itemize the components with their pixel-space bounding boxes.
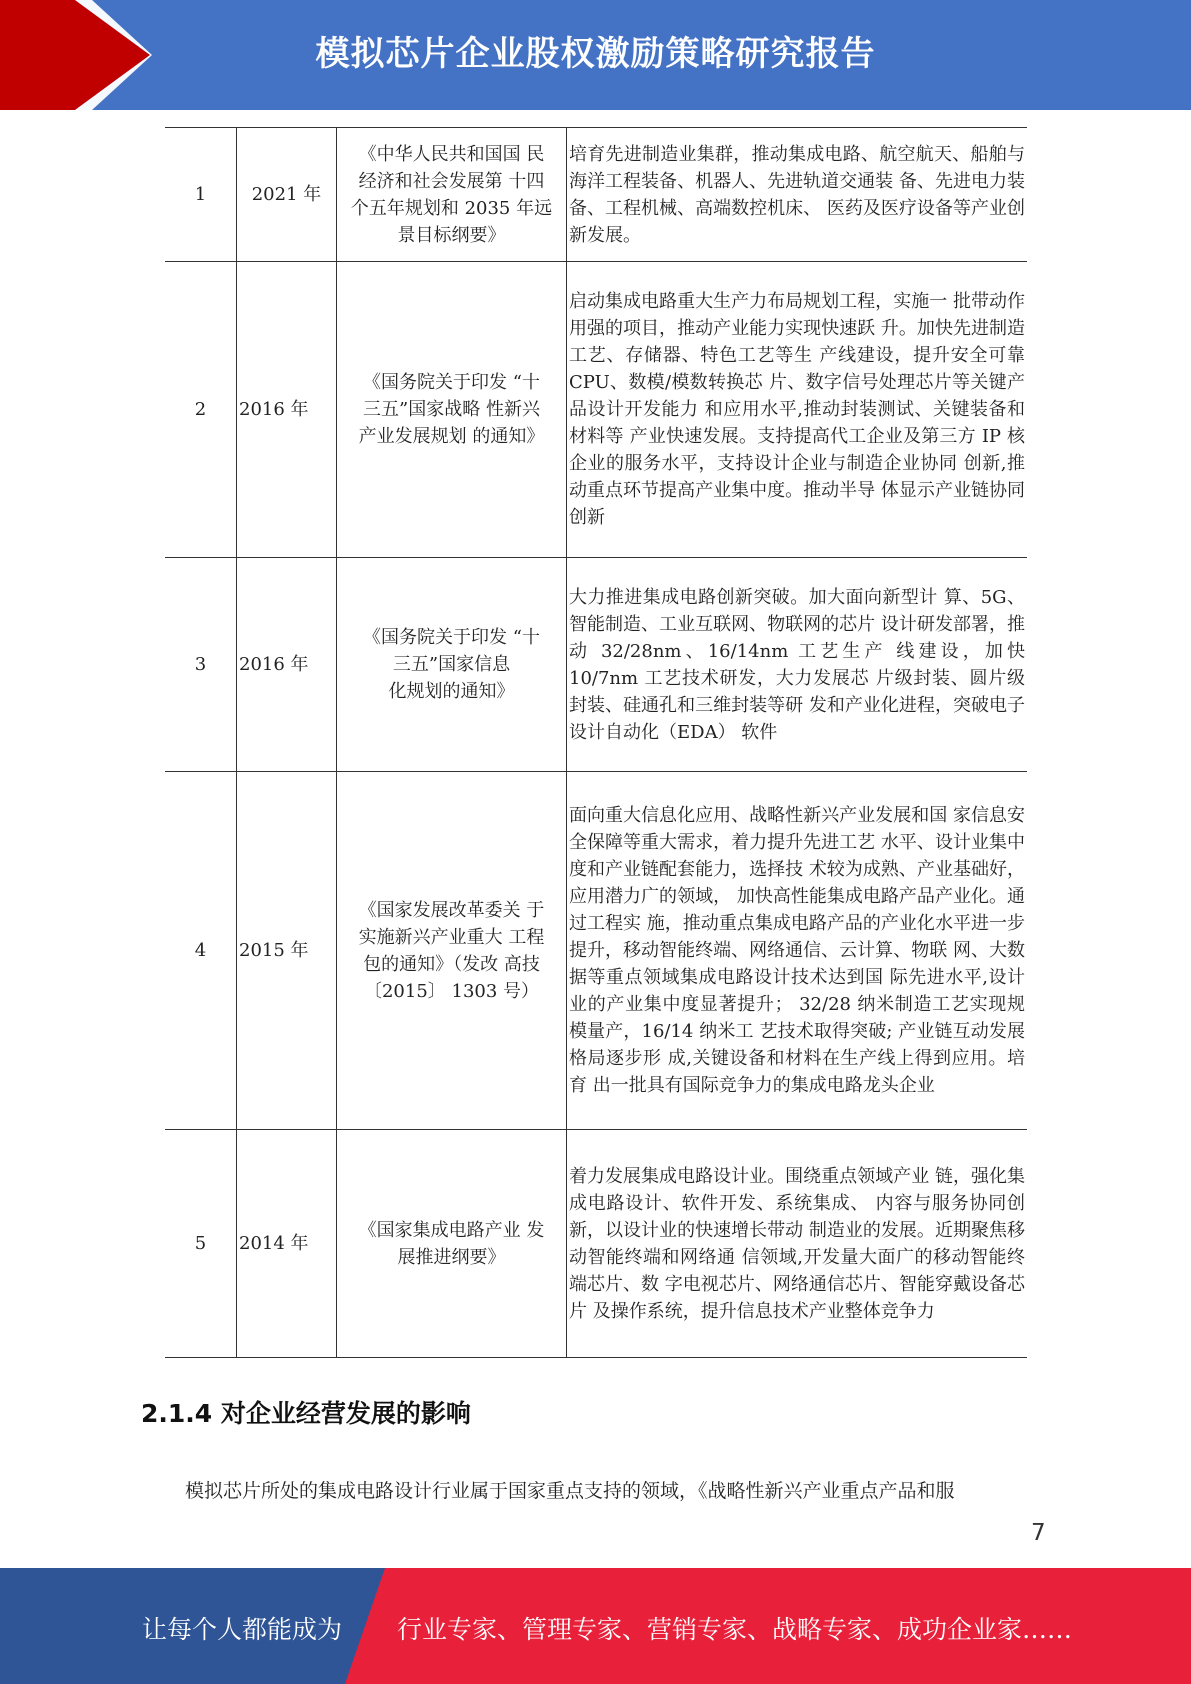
document-line: 《中华人民共和国国 民 (358, 143, 545, 165)
cell-number: 3 (165, 558, 237, 772)
document-line: 包的通知》（发改 高技 (363, 953, 540, 975)
table-row (165, 262, 1027, 558)
page-number: 7 (1031, 1520, 1046, 1546)
cell-description: 面向重大信息化应用、战略性新兴产业发展和国 家信息安全保障等重大需求，着力提升先进工艺 水平、设计业集中度和产业链配套能力，选择技 术较为成熟、产业基础好，应用潜力广的领域， 加快高性能集成电路产品产业化。通过工程实 施，推动重点集成电路产品的产业化水平进一步提升，移动智能终端、网络通信、云计算、物联 网、大数据等重点领域集成电路设计技术达到国 际先进水平,设计业的产业集中度显著提升； 32/28 纳米制造工艺实现规模量产，16/14 纳米工 艺技术取得突破; 产业链互动发展格局逐步形 成,关键设备和材料在生产线上得到应用。培育 出一批具有国际竞争力的集成电路龙头企业 (567, 772, 1028, 1130)
document-line: 三五”国家信息 (392, 654, 511, 675)
table-row (165, 128, 1027, 262)
document-line: 三五”国家战略 性新兴 (363, 399, 540, 420)
cell-number: 2 (165, 262, 237, 558)
document-line: 化规划的通知》 (388, 681, 515, 702)
document-line: 《国家发展改革委关 于 (358, 899, 545, 921)
cell-document (337, 772, 567, 1130)
cell-year: 2016 年 (237, 558, 337, 772)
cell-document (337, 128, 567, 262)
table-row (165, 558, 1027, 772)
footer-slogan-left: 让每个人都能成为 (142, 1615, 343, 1644)
cell-description: 着力发展集成电路设计业。围绕重点领域产业 链，强化集成电路设计、软件开发、系统集成、 内容与服务协同创新，以设计业的快速增长带动 制造业的发展。近期聚焦移动智能终端和网络通 信领域,开发量大面广的移动智能终端芯片、数 字电视芯片、网络通信芯片、智能穿戴设备芯片 及操作系统，提升信息技术产业整体竞争力 (567, 1130, 1028, 1358)
section-heading: 2.1.4 对企业经营发展的影响 (141, 1399, 471, 1428)
cell-document (337, 262, 567, 558)
document-line: 展推进纲要》 (397, 1246, 506, 1268)
cell-number: 1 (165, 128, 237, 262)
report-title: 模拟芯片企业股权激励策略研究报告 (315, 34, 876, 74)
page-header (0, 0, 1191, 110)
footer-slogan-right: 行业专家、管理专家、营销专家、战略专家、成功企业家…… (397, 1615, 1073, 1644)
document-line: 经济和社会发展第 十四 (358, 170, 545, 192)
cell-description: 启动集成电路重大生产力布局规划工程，实施一 批带动作用强的项目，推动产业能力实现快速跃 升。加快先进制造工艺、存储器、特色工艺等生 产线建设，提升安全可靠 CPU、数模/模数转换芯 片、数字信号处理芯片等关键产品设计开发能力 和应用水平,推动封装测试、关键装备和材料等 产业快速发展。支持提高代工企业及第三方 IP 核 企业的服务水平，支持设计企业与制造企业协同 创新,推动重点环节提高产业集中度。推动半导 体显示产业链协同创新 (567, 262, 1028, 558)
document-line: 《国家集成电路产业 发 (358, 1219, 545, 1241)
document-line: 个五年规划和 2035 年远 (350, 197, 553, 219)
page-footer (0, 1568, 1191, 1684)
cell-year: 2015 年 (237, 772, 337, 1130)
cell-description: 培育先进制造业集群，推动集成电路、航空航天、船舶与海洋工程装备、机器人、先进轨道交通装 备、先进电力装备、工程机械、高端数控机床、 医药及医疗设备等产业创新发展。 (567, 128, 1028, 262)
cell-year: 2021 年 (237, 128, 337, 262)
policy-table (165, 127, 1027, 1358)
document-line: 〔2015〕 1303 号） (363, 980, 540, 1002)
table-row (165, 772, 1027, 1130)
cell-document (337, 1130, 567, 1358)
document-line: 实施新兴产业重大 工程 (358, 926, 545, 948)
cell-number: 4 (165, 772, 237, 1130)
document-line: 《国务院关于印发 “十 (363, 627, 540, 648)
table-row (165, 1130, 1027, 1358)
cell-document (337, 558, 567, 772)
cell-year: 2016 年 (237, 262, 337, 558)
cell-number: 5 (165, 1130, 237, 1358)
cell-description: 大力推进集成电路创新突破。加大面向新型计 算、5G、智能制造、工业互联网、物联网的芯片 设计研发部署，推动 32/28nm、16/14nm 工艺生产 线建设，加快 10/7nm 工艺技术研发，大力发展芯 片级封装、圆片级封装、硅通孔和三维封装等研 发和产业化进程，突破电子设计自动化（EDA） 软件 (567, 558, 1028, 772)
document-line: 《国务院关于印发 “十 (363, 372, 540, 393)
cell-year: 2014 年 (237, 1130, 337, 1358)
document-line: 产业发展规划 的通知》 (358, 426, 545, 447)
document-line: 景目标纲要》 (397, 224, 506, 246)
body-paragraph: 模拟芯片所处的集成电路设计行业属于国家重点支持的领域，《战略性新兴产业重点产品和服 (185, 1480, 955, 1502)
